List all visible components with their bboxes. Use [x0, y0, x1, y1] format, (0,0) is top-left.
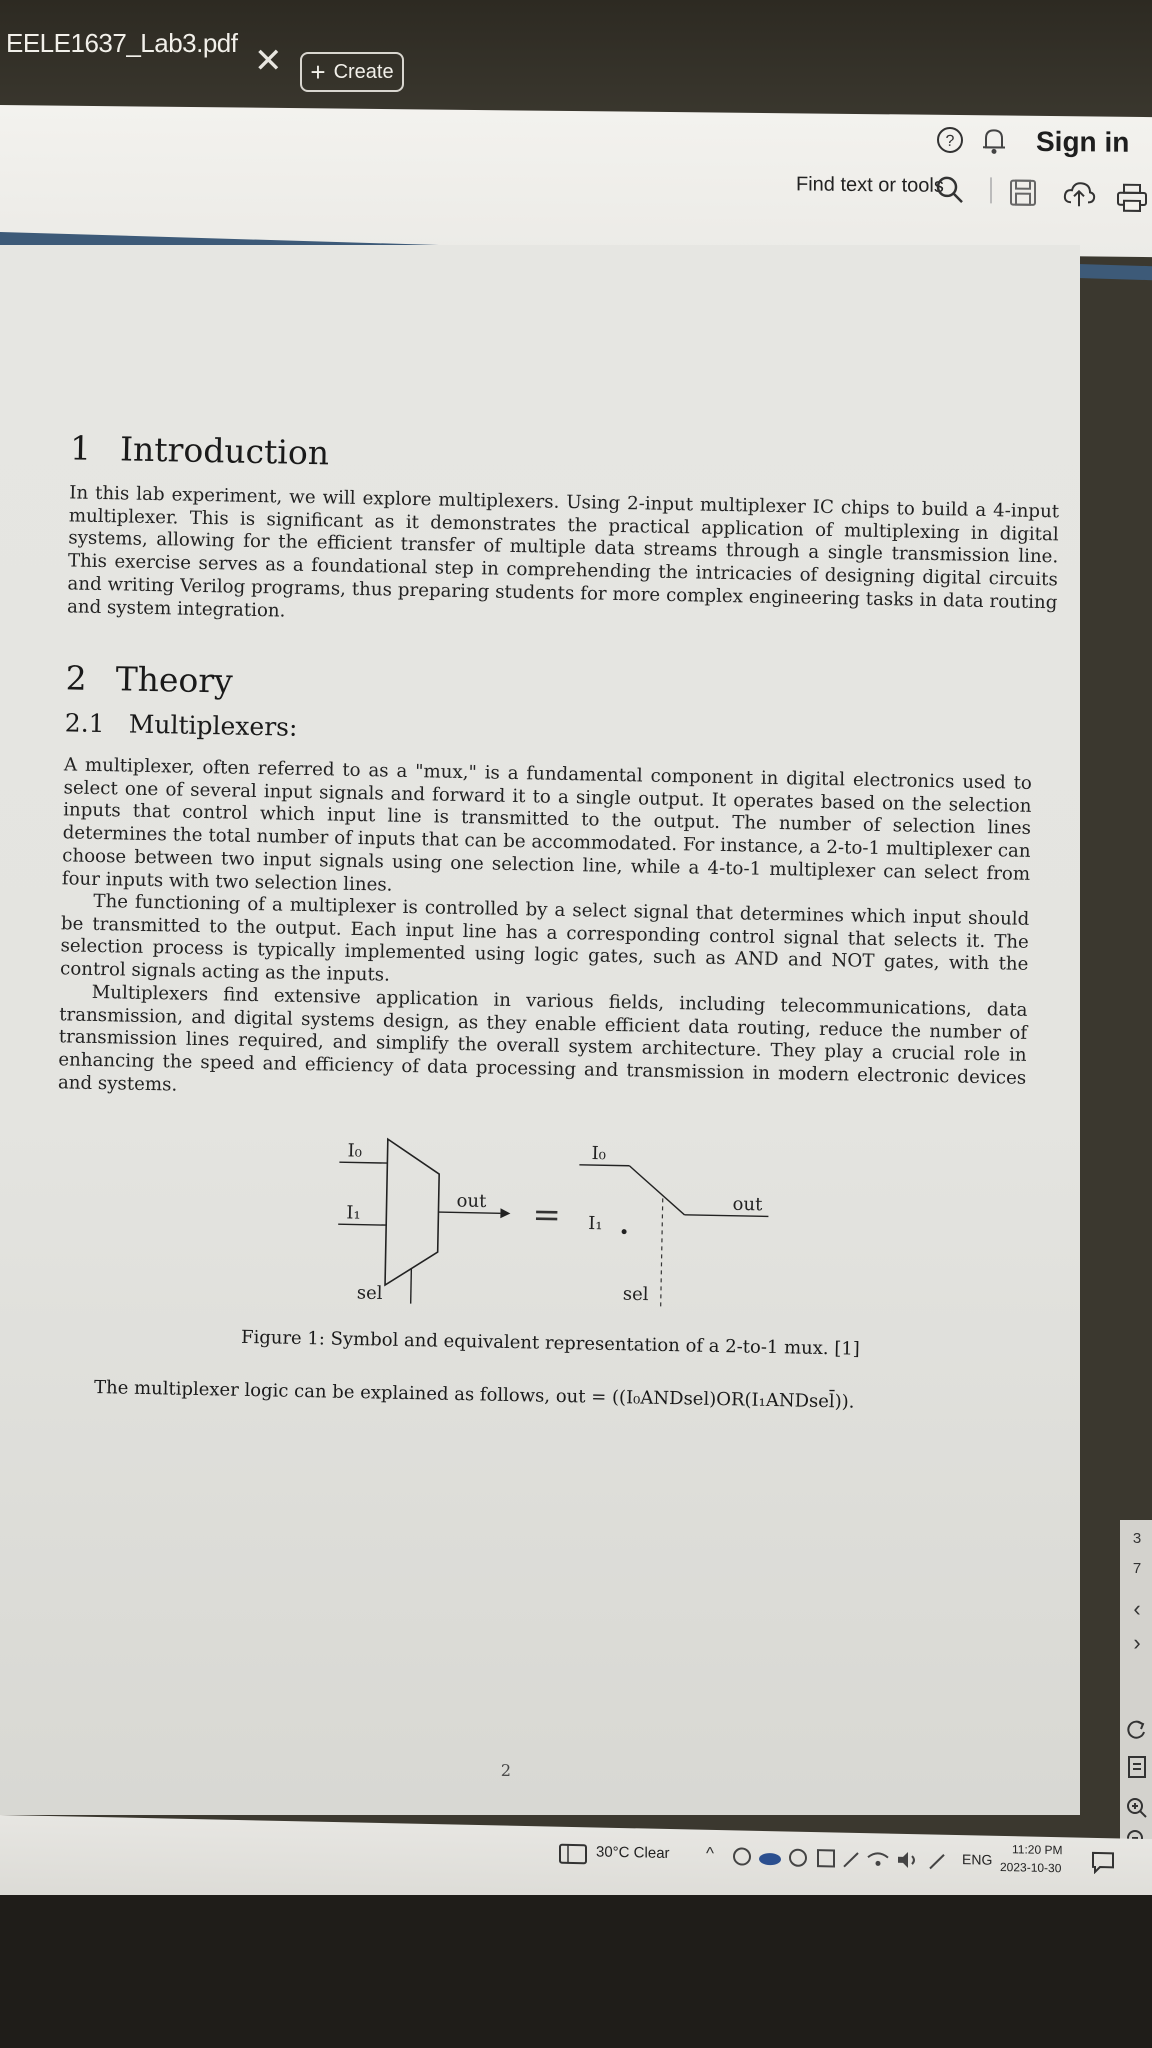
pdf-page	[0, 245, 1080, 1815]
mux-label-i1: I₁	[346, 1202, 361, 1224]
subsection-heading-multiplexers	[65, 708, 298, 741]
page-total: 7	[1132, 1560, 1142, 1577]
find-text-or-tools-label[interactable]: Find text or tools	[796, 173, 944, 197]
mux-trapezoid	[385, 1139, 440, 1286]
tray-square-icon[interactable]	[818, 1850, 834, 1866]
page-current: 3	[1132, 1530, 1142, 1547]
section-heading-theory	[65, 658, 233, 700]
search-icon[interactable]	[935, 175, 965, 205]
bell-icon[interactable]	[980, 125, 1008, 155]
cloud-upload-icon[interactable]	[1062, 178, 1096, 208]
section-title: Theory	[115, 659, 234, 701]
create-button-label: Create	[333, 60, 394, 83]
screen-bezel	[0, 1895, 1152, 2048]
tray-app-icon[interactable]	[734, 1848, 750, 1864]
section-number: 1	[69, 428, 92, 468]
multiplexer-paragraph-1: A multiplexer, often referred to as a "mux," is a fundamental component in digital electronics used to select one of several input signals and forward it to a single output. It operates based on the selection inputs that control which input line is transmitted to the output. The number of selection lines determines the total number of inputs that can be accommodated. For instance, a 2-to-1 multiplexer can choose between two input signals using one selection line, while a 4-to-1 multiplexer can select from four inputs with two selection lines.	[61, 754, 1033, 896]
title-bar	[0, 0, 1152, 118]
svg-text:?: ?	[945, 132, 955, 150]
next-page-icon[interactable]: ›	[1133, 1630, 1141, 1655]
section-title: Introduction	[119, 429, 330, 473]
clock-date[interactable]: 2023-10-30	[1000, 1859, 1062, 1876]
create-button[interactable]	[300, 52, 404, 92]
switch-arm	[628, 1166, 685, 1215]
print-icon[interactable]	[1116, 183, 1148, 213]
page-number: 2	[500, 1760, 512, 1781]
mux-output-line	[438, 1212, 500, 1213]
mux-input-i0-line	[339, 1162, 387, 1163]
section-number: 2	[65, 658, 88, 698]
mux-select-line	[411, 1269, 412, 1304]
switch-input-i0-line	[579, 1165, 629, 1166]
chevron-up-icon[interactable]: ^	[706, 1843, 714, 1863]
switch-label-out: out	[732, 1193, 763, 1216]
wifi-icon[interactable]	[868, 1853, 888, 1866]
volume-icon[interactable]	[898, 1852, 914, 1868]
subsection-title: Multiplexers:	[128, 709, 298, 742]
toolbar-divider	[990, 177, 992, 203]
zoom-in-icon[interactable]	[1124, 1796, 1150, 1820]
rotate-icon[interactable]	[1124, 1718, 1150, 1742]
mux-label-out: out	[456, 1190, 487, 1213]
switch-label-i0: I₀	[591, 1143, 607, 1165]
sign-in-button[interactable]: Sign in	[1036, 125, 1130, 158]
system-tray	[730, 1844, 970, 1873]
fit-page-icon[interactable]	[1124, 1754, 1150, 1780]
multiplexer-paragraph-2: The functioning of a multiplexer is controlled by a select signal that determines which input should be transmitted to the output. Each input line has a corresponding control signal that selects it. The selection process is typically implemented using logic gates, such as AND and NOT gates, with the control signals acting as the inputs.	[59, 890, 1030, 986]
switch-label-i1: I₁	[588, 1212, 603, 1235]
mux-input-i1-line	[338, 1224, 386, 1225]
help-icon[interactable]	[935, 125, 965, 155]
save-icon[interactable]	[1008, 178, 1038, 208]
figure-caption: Figure 1: Symbol and equivalent representation of a 2-to-1 mux. [1]	[240, 1326, 861, 1360]
mux-output-arrow	[500, 1208, 510, 1218]
document-viewer[interactable]	[0, 245, 1080, 1815]
weather-icon[interactable]	[558, 1843, 588, 1866]
notification-icon[interactable]	[1090, 1850, 1116, 1875]
mux-figure	[326, 1130, 799, 1324]
equals-sign: =	[532, 1194, 562, 1236]
close-tab-icon[interactable]: ✕	[254, 42, 283, 80]
plus-icon: +	[310, 57, 326, 87]
multiplexer-paragraph-3: Multiplexers find extensive application in various fields, including telecommunications, data transmission, and digital systems design, as they enable efficient data routing, reduce the number of transmission lines required, and simplify the overall system architecture. They play a crucial role in enhancing the speed and efficiency of data processing and transmission in modern electronic devices and systems.	[57, 981, 1028, 1096]
mux-label-i0: I₀	[347, 1140, 363, 1162]
page-text-layer	[0, 245, 1080, 1781]
pen-settings-icon[interactable]	[930, 1854, 944, 1868]
onedrive-icon[interactable]	[759, 1853, 781, 1865]
toolbar	[0, 105, 1152, 257]
switch-label-sel: sel	[622, 1283, 649, 1306]
switch-select-dashed-line	[661, 1198, 663, 1308]
clock-time[interactable]: 11:20 PM	[1012, 1842, 1063, 1858]
subsection-number: 2.1	[64, 708, 105, 739]
language-indicator[interactable]: ENG	[962, 1851, 993, 1868]
section-heading-introduction	[70, 428, 330, 472]
introduction-paragraph: In this lab experiment, we will explore multiplexers. Using 2-input multiplexer IC chips to build a 4-input multiplexer. This is significant as it demonstrates the practical application of multiplexing in digital systems, allowing for the efficient transfer of multiple data streams through a single transmission line. This exercise serves as a foundational step in comprehending the intricacies of designing digital circuits and writing Verilog programs, thus preparing students for more complex engineering tasks in data routing and system integration.	[66, 482, 1060, 622]
previous-page-icon[interactable]: ‹	[1133, 1596, 1141, 1621]
switch-contact-i1	[622, 1229, 627, 1234]
tray-circle-icon[interactable]	[790, 1850, 806, 1866]
mux-label-sel: sel	[356, 1282, 383, 1305]
logic-equation: The multiplexer logic can be explained as follows, out = ((I₀ANDsel)OR(I₁ANDsel̄)).	[93, 1377, 855, 1413]
pen-icon[interactable]	[844, 1853, 858, 1867]
weather-text[interactable]: 30°C Clear	[596, 1843, 670, 1863]
document-tab-title[interactable]: EELE1637_Lab3.pdf	[6, 28, 238, 58]
